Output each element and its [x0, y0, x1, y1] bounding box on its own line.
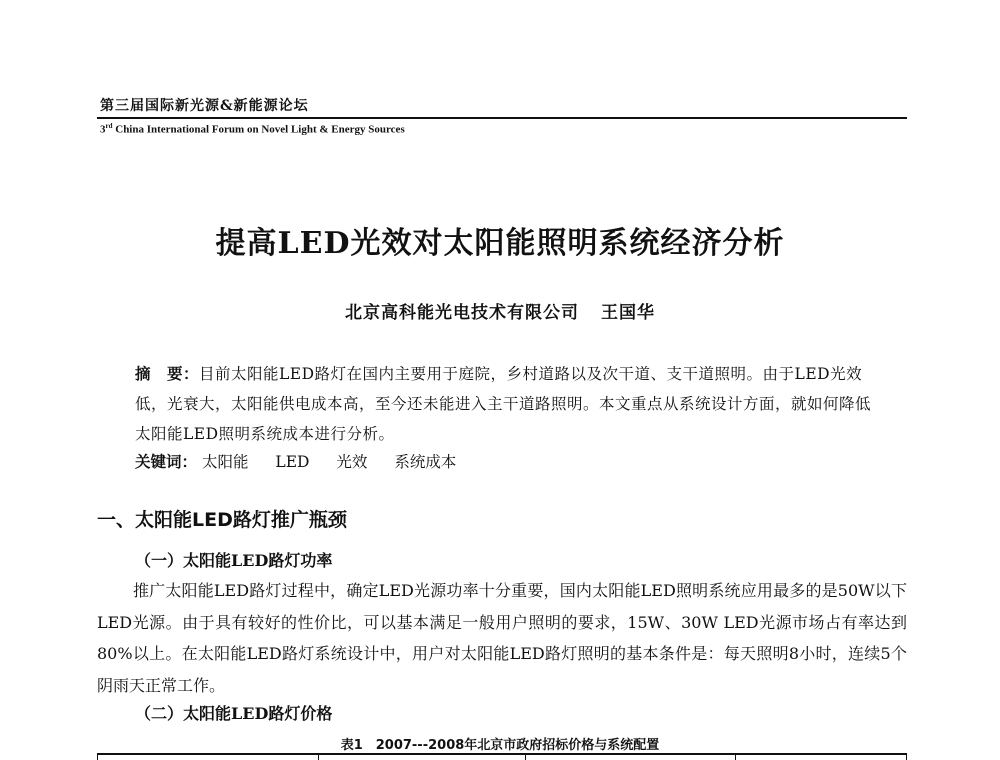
forum-edition-suffix: rd [105, 122, 113, 130]
table-column-line [97, 753, 98, 760]
header-rule [97, 117, 907, 119]
subsection-heading: （一）太阳能LED路灯功率 [135, 551, 333, 570]
author-affiliation: 北京高科能光电技术有限公司 [345, 303, 579, 323]
table-column-line [525, 753, 526, 760]
table-column-line [906, 753, 907, 760]
table-column-line [735, 753, 736, 760]
forum-edition-number: 3 [100, 123, 106, 136]
keyword-item: 光效 [336, 453, 368, 471]
abstract-text: 目前太阳能LED路灯在国内主要用于庭院，乡村道路以及次干道、支干道照明。由于LED光效低，光衰大，太阳能供电成本高，至今还未能进入主干道路照明。本文重点从系统设计方面，就如何降低太阳能LED照明系统成本进行分析。 [135, 365, 872, 443]
body-paragraph: 推广太阳能LED路灯过程中，确定LED光源功率十分重要，国内太阳能LED照明系统应用最多的是50W以下LED光源。由于具有较好的性价比，可以基本满足一般用户照明的要求，15W、30W LED光源市场占有率达到80%以上。在太阳能LED路灯系统设计中，用户对太阳能LED路灯照明的基本条件是：每天照明8小时，连续5个阴雨天正常工作。 [97, 581, 907, 695]
keyword-item: 太阳能 [201, 453, 249, 471]
forum-header-english [100, 122, 405, 136]
author-name: 王国华 [601, 303, 655, 323]
abstract [135, 359, 875, 449]
subsection-heading: （二）太阳能LED路灯价格 [135, 704, 333, 723]
keyword-item: LED [275, 453, 310, 471]
keywords-label: 关键词： [135, 452, 198, 471]
table-column-line [318, 753, 319, 760]
table-top-border [97, 753, 907, 755]
abstract-label: 摘 要： [135, 364, 200, 383]
keywords [135, 450, 478, 472]
table-caption: 表1 2007---2008年北京市政府招标价格与系统配置 [340, 738, 660, 753]
forum-name-english: China International Forum on Novel Light & Energy Sources [112, 123, 405, 136]
section-heading: 一、太阳能LED路灯推广瓶颈 [97, 509, 347, 531]
author-line [0, 298, 1000, 323]
paper-title: 提高LED光效对太阳能照明系统经济分析 [215, 226, 785, 261]
keyword-item: 系统成本 [394, 453, 457, 471]
forum-header-chinese: 第三届国际新光源&新能源论坛 [100, 98, 309, 114]
